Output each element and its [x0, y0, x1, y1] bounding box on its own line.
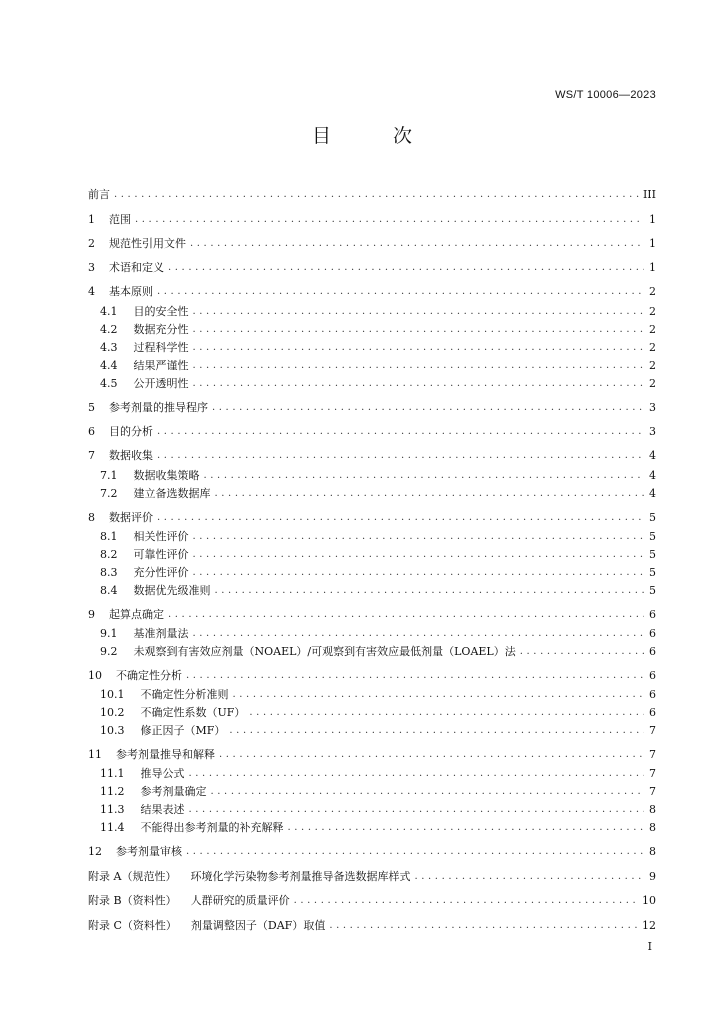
- toc-entry[interactable]: [100, 565, 656, 581]
- page-number: I: [647, 940, 652, 953]
- toc-entry-label: 目的分析: [109, 425, 153, 438]
- toc-entry[interactable]: [100, 705, 656, 721]
- toc-entry[interactable]: [100, 358, 656, 374]
- toc-leader-dots: [186, 668, 644, 684]
- toc-leader-dots: [329, 918, 638, 934]
- toc-entry-page: 4: [649, 469, 656, 482]
- toc-entry-number: 9.1: [100, 627, 118, 640]
- toc-entry-label: 前言: [88, 188, 110, 201]
- toc-entry-number: 5: [88, 401, 95, 414]
- toc-entry-number: 11: [88, 748, 102, 761]
- toc-entry-label: 规范性引用文件: [109, 237, 186, 250]
- toc-entry-page: 5: [649, 548, 656, 561]
- toc-entry-page: 7: [649, 767, 656, 780]
- toc-leader-dots: [233, 687, 645, 703]
- toc-entry-label: 基本原则: [109, 285, 153, 298]
- toc-leader-dots: [189, 766, 645, 782]
- toc-entry-label: 建立备选数据库: [133, 487, 211, 500]
- toc-entry-label: 目的安全性: [133, 305, 189, 318]
- toc-entry[interactable]: [100, 547, 656, 563]
- toc-leader-dots: [249, 705, 644, 721]
- toc-entry-page: 1: [649, 237, 656, 250]
- toc-entry-label: 结果表述: [140, 803, 185, 816]
- toc-entry-page: 1: [649, 213, 656, 226]
- toc-entry-number: 4.1: [100, 305, 118, 318]
- toc-entry-page: 5: [649, 566, 656, 579]
- toc-entry-number: 11.4: [100, 821, 125, 834]
- toc-leader-dots: [193, 376, 645, 392]
- toc-entry-page: 6: [649, 669, 656, 682]
- toc-entry-number: 1: [88, 213, 95, 226]
- toc-leader-dots: [157, 448, 644, 464]
- toc-entry-page: 4: [649, 487, 656, 500]
- toc-entry[interactable]: [100, 322, 656, 338]
- toc-entry-number: 11.3: [100, 803, 125, 816]
- toc-entry-page: 5: [649, 530, 656, 543]
- toc-entry-label: 不确定性系数（UF）: [140, 706, 246, 719]
- toc-entry[interactable]: [88, 668, 656, 684]
- toc-entry-label: 不能得出参考剂量的补充解释: [140, 821, 284, 834]
- toc-entry-label: 充分性评价: [133, 566, 189, 579]
- toc-entry-number: 8.4: [100, 584, 118, 597]
- toc-entry-number: 7.2: [100, 487, 118, 500]
- toc-entry-page: 2: [649, 359, 656, 372]
- toc-entry[interactable]: [88, 869, 656, 885]
- toc-entry-number: 9: [88, 608, 95, 621]
- toc-entry-label: 剂量调整因子（DAF）取值: [190, 919, 326, 932]
- toc-entry-label: 未观察到有害效应剂量（NOAEL）/可观察到有害效应最低剂量（LOAEL）法: [133, 645, 516, 658]
- toc-entry[interactable]: [88, 510, 656, 526]
- toc-entry-label: 环境化学污染物参考剂量推导备选数据库样式: [190, 870, 411, 883]
- toc-entry[interactable]: [100, 784, 656, 800]
- toc-leader-dots: [189, 802, 645, 818]
- toc-entry-number: 11.1: [100, 767, 125, 780]
- toc-entry[interactable]: [88, 187, 656, 203]
- toc-entry-page: 6: [649, 608, 656, 621]
- toc-leader-dots: [520, 644, 644, 660]
- toc-entry-label: 数据充分性: [133, 323, 189, 336]
- toc-entry[interactable]: [100, 468, 656, 484]
- toc-leader-dots: [157, 424, 644, 440]
- toc-entry-page: 6: [649, 688, 656, 701]
- toc-entry-label: 数据评价: [109, 511, 153, 524]
- toc-entry-page: III: [642, 188, 656, 201]
- toc-entry-number: 4.3: [100, 341, 118, 354]
- toc-entry[interactable]: [100, 802, 656, 818]
- toc-entry[interactable]: [100, 626, 656, 642]
- toc-entry-number: 11.2: [100, 785, 125, 798]
- toc-leader-dots: [229, 723, 644, 739]
- toc-entry-number: 附录 B（资料性）: [88, 894, 177, 907]
- toc-leader-dots: [193, 358, 645, 374]
- toc-entry-number: 8.1: [100, 530, 118, 543]
- toc-entry[interactable]: [88, 212, 656, 228]
- toc-entry-number: 8: [88, 511, 95, 524]
- toc-entry-number: 10.3: [100, 724, 125, 737]
- toc-leader-dots: [157, 510, 644, 526]
- toc-entry-page: 6: [649, 706, 656, 719]
- standard-code: WS/T 10006—2023: [555, 89, 656, 101]
- toc-entry[interactable]: [100, 723, 656, 739]
- toc-entry-number: 12: [88, 845, 102, 858]
- toc-leader-dots: [193, 565, 645, 581]
- toc-entry[interactable]: [88, 260, 656, 276]
- toc-entry[interactable]: [88, 448, 656, 464]
- toc-entry-number: 10: [88, 669, 102, 682]
- toc-entry[interactable]: [100, 486, 656, 502]
- toc-entry-number: 7.1: [100, 469, 118, 482]
- toc-leader-dots: [211, 784, 645, 800]
- toc-entry-label: 可靠性评价: [133, 548, 189, 561]
- toc-entry-page: 12: [642, 919, 656, 932]
- toc-entry-label: 范围: [109, 213, 131, 226]
- toc-entry[interactable]: [88, 236, 656, 252]
- toc-entry-page: 7: [649, 748, 656, 761]
- toc-entry-number: 7: [88, 449, 95, 462]
- toc-entry-label: 起算点确定: [109, 608, 164, 621]
- toc-leader-dots: [157, 284, 644, 300]
- toc-entry-label: 结果严谨性: [133, 359, 189, 372]
- toc-entry-number: 3: [88, 261, 95, 274]
- toc-entry-page: 2: [649, 285, 656, 298]
- toc-leader-dots: [204, 468, 645, 484]
- toc-entry-page: 8: [649, 821, 656, 834]
- toc-entry-page: 7: [649, 724, 656, 737]
- toc-entry-label: 术语和定义: [109, 261, 164, 274]
- toc-leader-dots: [186, 844, 644, 860]
- toc-entry-number: 10.1: [100, 688, 125, 701]
- toc-leader-dots: [190, 236, 644, 252]
- toc-leader-dots: [114, 187, 639, 203]
- toc-entry-label: 数据收集策略: [133, 469, 200, 482]
- toc-entry-page: 10: [642, 894, 656, 907]
- toc-leader-dots: [193, 322, 645, 338]
- toc-entry-number: 附录 A（规范性）: [88, 870, 177, 883]
- toc-entry-label: 相关性评价: [133, 530, 189, 543]
- toc-entry-number: 10.2: [100, 706, 125, 719]
- toc-entry-page: 8: [649, 803, 656, 816]
- toc-entry-label: 人群研究的质量评价: [190, 894, 290, 907]
- toc-entry-label: 修正因子（MF）: [140, 724, 226, 737]
- toc-entry-page: 3: [649, 425, 656, 438]
- toc-entry-label: 参考剂量推导和解释: [116, 748, 215, 761]
- toc-entry[interactable]: [88, 400, 656, 416]
- toc-entry-label: 数据收集: [109, 449, 153, 462]
- toc-leader-dots: [168, 607, 644, 623]
- toc-entry-page: 3: [649, 401, 656, 414]
- toc-entry-page: 7: [649, 785, 656, 798]
- toc-entry[interactable]: [100, 529, 656, 545]
- toc-entry-page: 2: [649, 305, 656, 318]
- toc-entry-page: 2: [649, 341, 656, 354]
- toc-entry-label: 参考剂量的推导程序: [109, 401, 208, 414]
- toc-leader-dots: [193, 547, 645, 563]
- toc-entry-page: 5: [649, 511, 656, 524]
- toc-entry[interactable]: [88, 844, 656, 860]
- toc-entry-page: 4: [649, 449, 656, 462]
- toc-entry-number: 附录 C（资料性）: [88, 919, 177, 932]
- toc-leader-dots: [193, 626, 645, 642]
- toc-leader-dots: [215, 486, 645, 502]
- toc-entry[interactable]: [100, 583, 656, 599]
- toc-entry-page: 9: [649, 870, 656, 883]
- toc-entry[interactable]: [88, 893, 656, 909]
- toc-entry-page: 6: [649, 645, 656, 658]
- toc-entry-label: 基准剂量法: [133, 627, 189, 640]
- toc-entry-number: 6: [88, 425, 95, 438]
- toc-entry[interactable]: [100, 644, 656, 660]
- toc-entry-number: 8.2: [100, 548, 118, 561]
- toc-entry-page: 6: [649, 627, 656, 640]
- toc-entry-page: 2: [649, 323, 656, 336]
- toc-leader-dots: [219, 747, 644, 763]
- toc-leader-dots: [135, 212, 644, 228]
- toc-entry[interactable]: [100, 687, 656, 703]
- toc-entry-label: 参考剂量审核: [116, 845, 182, 858]
- toc-entry-label: 不确定性分析: [116, 669, 182, 682]
- toc-entry[interactable]: [88, 918, 656, 934]
- toc-entry-label: 数据优先级准则: [133, 584, 211, 597]
- toc-entry-label: 推导公式: [140, 767, 185, 780]
- toc-leader-dots: [215, 583, 645, 599]
- toc-entry-number: 2: [88, 237, 95, 250]
- toc-leader-dots: [294, 893, 638, 909]
- toc-entry-label: 不确定性分析准则: [140, 688, 229, 701]
- toc-entry[interactable]: [100, 376, 656, 392]
- toc-leader-dots: [212, 400, 644, 416]
- toc-entry[interactable]: [100, 304, 656, 320]
- toc-entry-number: 4.2: [100, 323, 118, 336]
- toc-entry-number: 8.3: [100, 566, 118, 579]
- toc-leader-dots: [288, 820, 645, 836]
- toc-entry[interactable]: [88, 424, 656, 440]
- page-title: 目 次: [311, 125, 441, 147]
- toc-entry-label: 参考剂量确定: [140, 785, 207, 798]
- toc-entry-page: 2: [649, 377, 656, 390]
- toc-entry[interactable]: [88, 747, 656, 763]
- toc-entry[interactable]: [100, 340, 656, 356]
- toc-leader-dots: [193, 340, 645, 356]
- toc-entry[interactable]: [100, 766, 656, 782]
- toc-leader-dots: [168, 260, 644, 276]
- toc-entry-number: 9.2: [100, 645, 118, 658]
- toc-entry[interactable]: [88, 607, 656, 623]
- toc-entry-page: 1: [649, 261, 656, 274]
- toc-leader-dots: [193, 529, 645, 545]
- toc-entry[interactable]: [100, 820, 656, 836]
- toc-entry-number: 4: [88, 285, 95, 298]
- toc-entry-label: 过程科学性: [133, 341, 189, 354]
- toc-entry-page: 8: [649, 845, 656, 858]
- toc-entry-number: 4.5: [100, 377, 118, 390]
- toc-leader-dots: [414, 869, 644, 885]
- toc-entry-page: 5: [649, 584, 656, 597]
- toc-entry-label: 公开透明性: [133, 377, 189, 390]
- toc-entry[interactable]: [88, 284, 656, 300]
- toc-leader-dots: [193, 304, 645, 320]
- toc-entry-number: 4.4: [100, 359, 118, 372]
